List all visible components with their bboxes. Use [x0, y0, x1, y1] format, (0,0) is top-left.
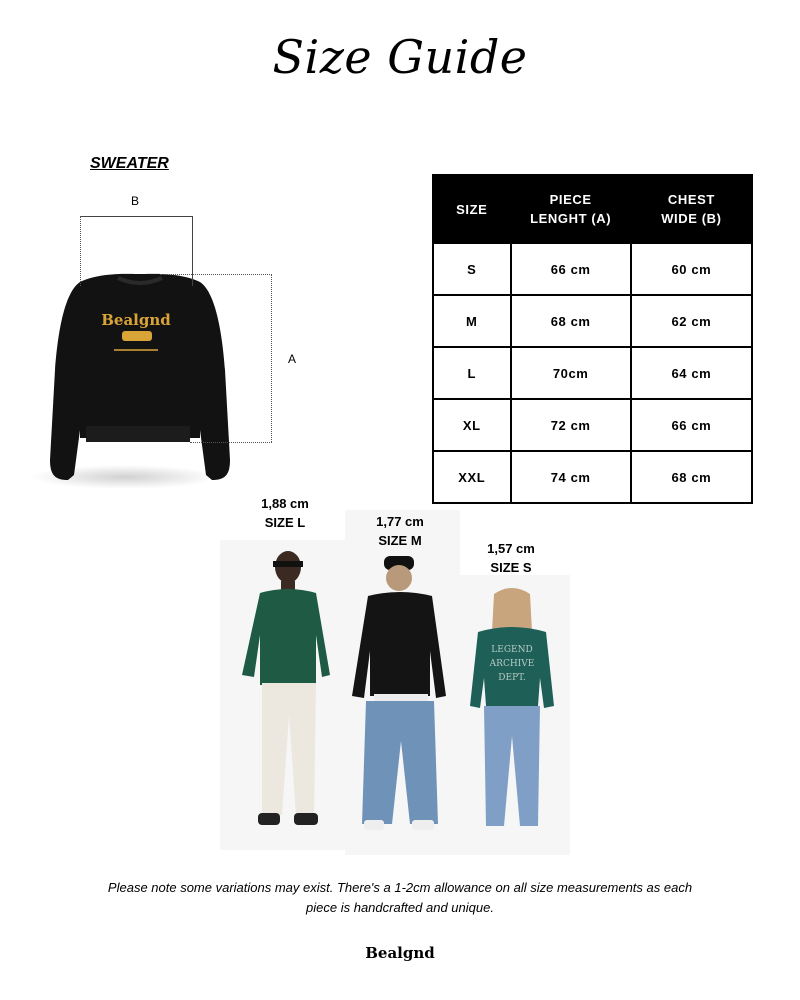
- dimension-b-right: [192, 216, 193, 286]
- table-row: [433, 295, 752, 347]
- model-2-sweater: [352, 592, 446, 698]
- model-3-pants: [484, 706, 540, 826]
- dimension-a-right: [271, 274, 272, 442]
- cell-chest: 68 cm: [631, 451, 752, 503]
- table-row: [433, 347, 752, 399]
- cell-size: XXL: [433, 451, 511, 503]
- dimension-a-label: A: [288, 352, 297, 366]
- cell-size: M: [433, 295, 511, 347]
- table-row: [433, 399, 752, 451]
- dimension-a-bottom: [190, 442, 272, 443]
- dimension-b-label: B: [131, 194, 140, 208]
- cell-chest: 66 cm: [631, 399, 752, 451]
- cell-length: 66 cm: [511, 243, 631, 295]
- model-size: SIZE L: [264, 515, 306, 530]
- sweater-print-car: [122, 331, 152, 341]
- model-size: SIZE S: [490, 560, 532, 575]
- back-print-line-3: DEPT.: [498, 673, 526, 683]
- dimension-a-top: [160, 274, 272, 275]
- section-label: SWEATER: [90, 155, 169, 172]
- header-piece-length: PIECE LENGHT (A): [511, 175, 631, 243]
- model-size: SIZE M: [378, 533, 422, 548]
- size-table: [432, 174, 753, 504]
- model-1-sweater: [242, 589, 330, 685]
- back-print-line-2: ARCHIVE: [489, 659, 535, 669]
- page-title: Size Guide: [272, 30, 528, 84]
- model-height: 1,88 cm: [261, 496, 309, 511]
- model-label-2: [350, 512, 450, 550]
- cell-size: XL: [433, 399, 511, 451]
- disclaimer-note: Please note some variations may exist. There's a 1-2cm allowance on all size measurements as each piece is handcrafted and unique.: [107, 880, 693, 915]
- cell-size: L: [433, 347, 511, 399]
- cell-length: 70cm: [511, 347, 631, 399]
- header-chest-wide: CHEST WIDE (B): [631, 175, 752, 243]
- dimension-b-left: [80, 216, 81, 286]
- cell-length: 68 cm: [511, 295, 631, 347]
- sweater-print-brand: Bealgnd: [101, 311, 171, 329]
- cell-chest: 60 cm: [631, 243, 752, 295]
- cell-length: 74 cm: [511, 451, 631, 503]
- back-print-line-1: LEGEND: [491, 645, 533, 655]
- sweater-illustration: [40, 270, 240, 485]
- table-row: [433, 243, 752, 295]
- model-figure-2: [348, 556, 452, 836]
- header-size: SIZE: [433, 175, 511, 243]
- footer-brand-logo: Bealgnd: [365, 944, 435, 962]
- model-label-3: [461, 539, 561, 577]
- size-table-header: [433, 175, 752, 243]
- model-height: 1,77 cm: [376, 514, 424, 529]
- model-label-1: [235, 494, 335, 532]
- cell-size: S: [433, 243, 511, 295]
- model-2-pants: [362, 701, 438, 824]
- model-1-pants: [262, 683, 316, 815]
- sweater-hem: [86, 426, 190, 442]
- cell-chest: 62 cm: [631, 295, 752, 347]
- cell-chest: 64 cm: [631, 347, 752, 399]
- model-figure-1: [236, 545, 336, 840]
- dimension-b-top: [80, 216, 192, 217]
- model-figure-3: [466, 586, 558, 836]
- sweater-body: [50, 274, 230, 480]
- model-height: 1,57 cm: [487, 541, 535, 556]
- cell-length: 72 cm: [511, 399, 631, 451]
- table-row: [433, 451, 752, 503]
